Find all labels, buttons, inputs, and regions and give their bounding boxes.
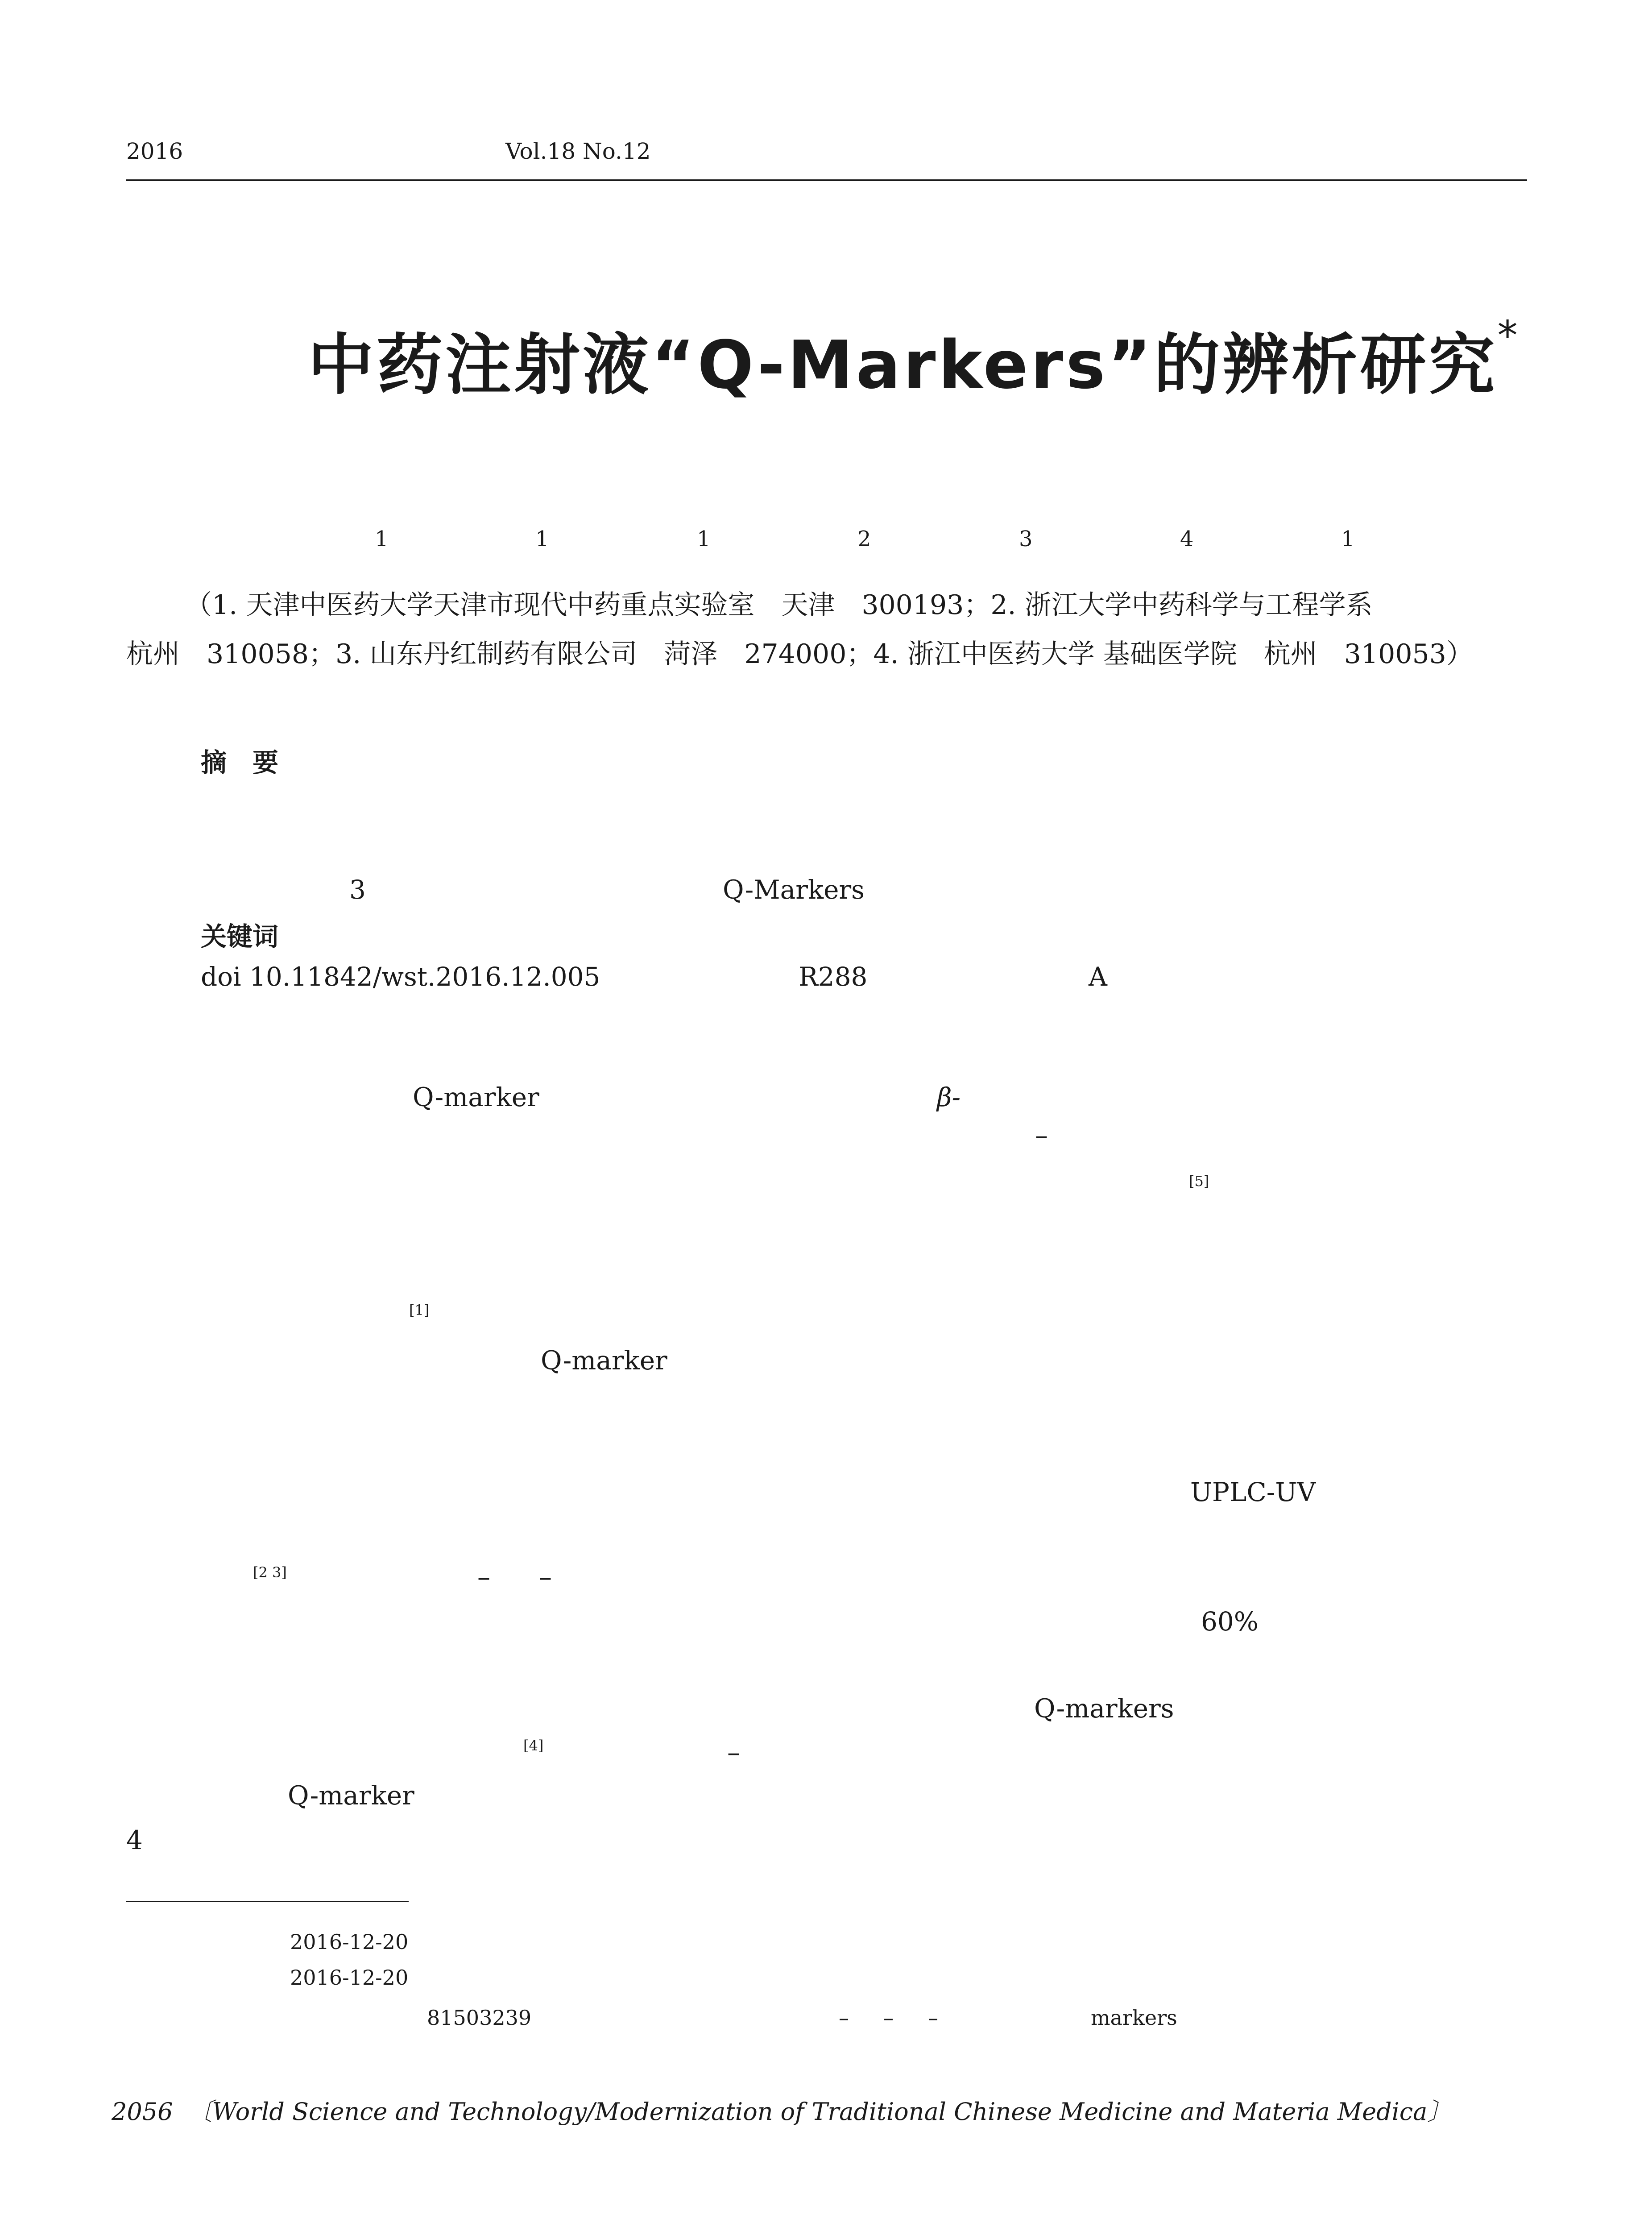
author-mark: 1 [535, 527, 549, 552]
abstract-label: 摘 要 [201, 747, 279, 778]
title-footnote-mark: * [1497, 312, 1520, 359]
author-mark: 4 [1180, 527, 1194, 552]
body-text: Q-markers [1034, 1693, 1174, 1724]
author-mark: 1 [375, 527, 389, 552]
header-volume: Vol.18 No.12 [505, 138, 651, 164]
footnote-text: – [883, 2006, 894, 2030]
keywords-label: 关键词 [201, 921, 279, 952]
body-text: 4 [126, 1825, 143, 1855]
footnote-text: – [928, 2006, 938, 2030]
abstract-text: Q-Markers [723, 875, 865, 905]
body-text: – [727, 1737, 740, 1767]
paper-title-text: 中药注射液“Q-Markers”的辨析研究 [308, 327, 1498, 403]
footnote-received-date: 2016-12-20 [290, 1930, 409, 1954]
author-mark: 1 [697, 527, 711, 552]
page-number: 2056 [112, 2098, 173, 2126]
clc-number: R288 [799, 962, 868, 992]
abstract-text: 3 [349, 875, 366, 905]
journal-name: 〔World Science and Technology/Modernization of Traditional Chinese Medicine and Materia Medica〕 [188, 2098, 1452, 2126]
doi: doi 10.11842/wst.2016.12.005 [201, 962, 600, 992]
header-year: 2016 [126, 138, 183, 164]
body-text: – [539, 1562, 552, 1592]
body-text: 60% [1201, 1606, 1259, 1637]
body-text: Q-marker [288, 1780, 414, 1811]
paper-title [308, 312, 1520, 407]
body-text: Q-marker [413, 1082, 539, 1112]
footnote-text: – [839, 2006, 849, 2030]
author-mark: 2 [857, 527, 871, 552]
affiliation-line: 杭州 310058；3. 山东丹红制药有限公司 菏泽 274000；4. 浙江中医药大学 基础医学院 杭州 310053） [126, 639, 1473, 670]
footnote-rule [126, 1901, 409, 1902]
footnote-text: markers [1091, 2006, 1177, 2030]
citation: [4] [523, 1737, 544, 1754]
body-text: UPLC-UV [1190, 1477, 1316, 1507]
author-mark: 1 [1341, 527, 1355, 552]
affiliation-line: （1. 天津中医药大学天津市现代中药重点实验室 天津 300193；2. 浙江大学中药科学与工程学系 [185, 589, 1373, 621]
body-text: Q-marker [541, 1345, 667, 1376]
body-text: β- [937, 1082, 961, 1112]
citation: [2 3] [253, 1564, 287, 1581]
document-code: A [1089, 962, 1107, 992]
body-text: – [1035, 1120, 1048, 1150]
author-mark: 3 [1019, 527, 1033, 552]
body-text: – [477, 1562, 490, 1592]
footnote-revised-date: 2016-12-20 [290, 1966, 409, 1990]
footnote-grant: 81503239 [427, 2006, 532, 2030]
citation: [5] [1189, 1173, 1209, 1190]
footer [112, 2093, 1451, 2127]
header-rule [126, 179, 1527, 181]
citation: [1] [409, 1302, 430, 1319]
